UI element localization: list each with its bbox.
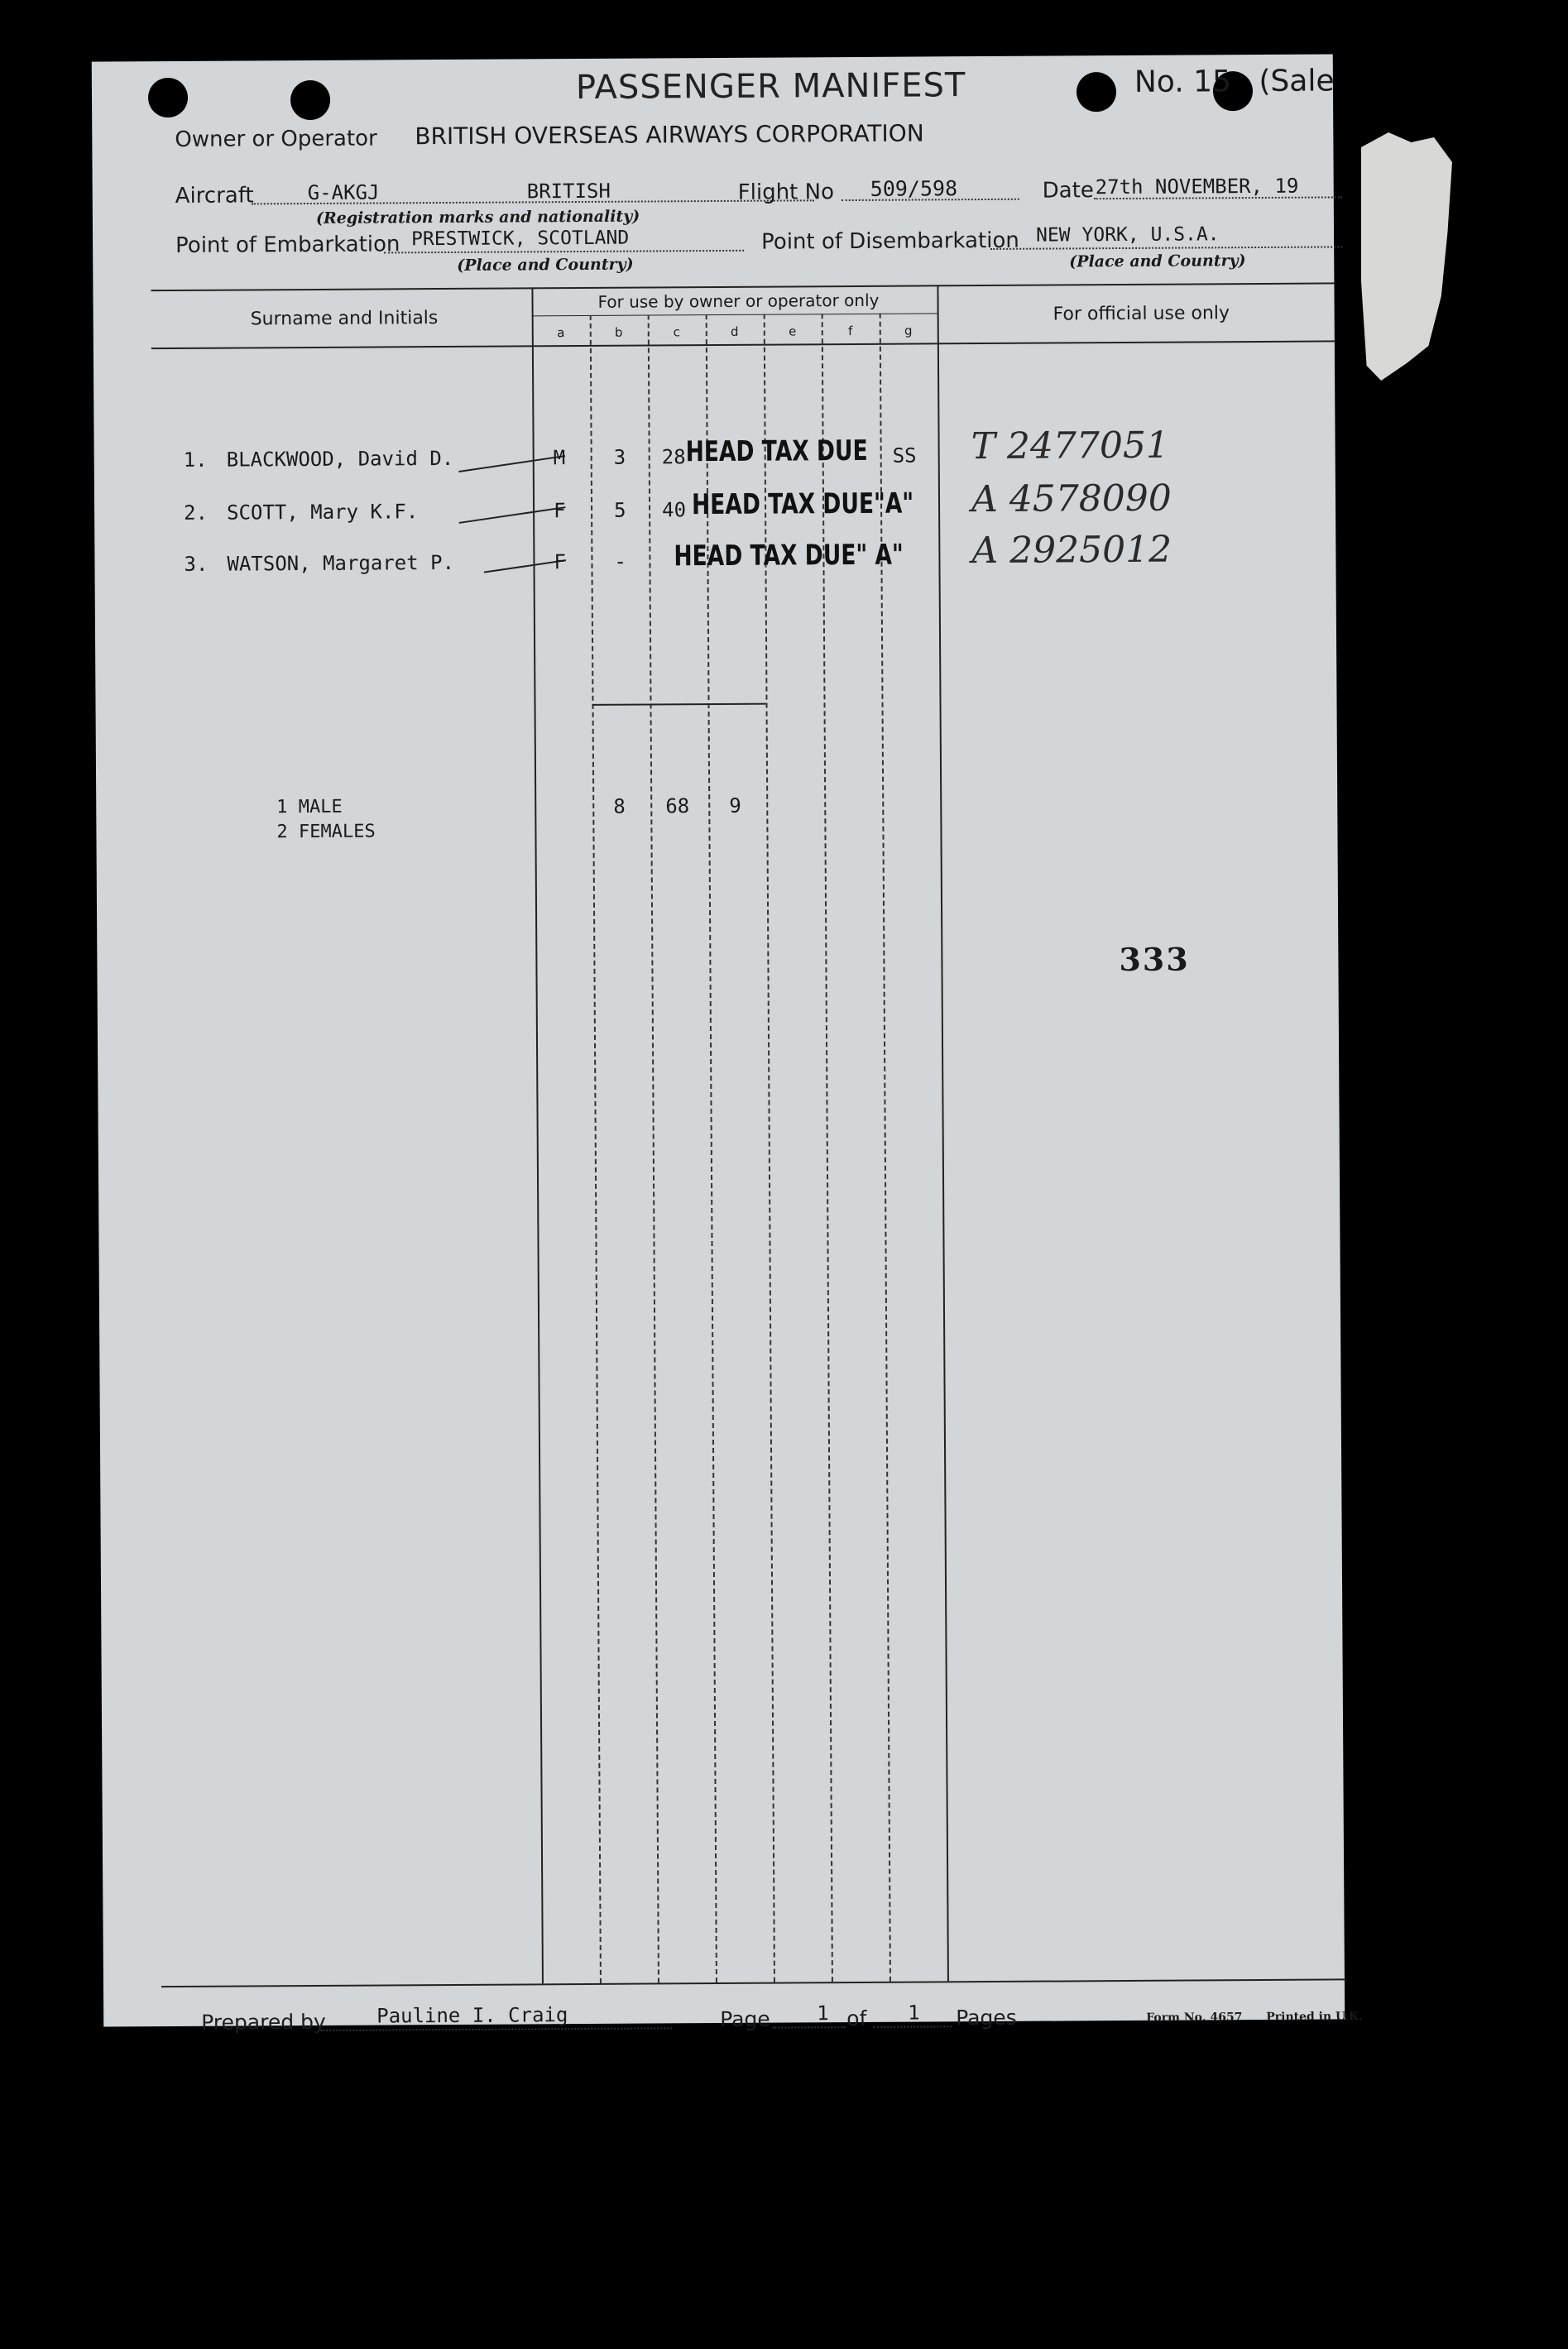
pages-total: 1 [908,2001,920,2025]
passenger-name: WATSON, Margaret P. [227,550,455,576]
column-header-b: b [614,324,623,340]
owner-use-header: For use by owner or operator only [597,290,880,312]
disembarkation-dotline [990,246,1342,250]
torn-paper-fragment [1361,132,1452,381]
sex-value: M [553,446,566,470]
manifest-sheet [92,54,1363,2035]
official-number: T 2477051 [971,424,1170,468]
owner-value: BRITISH OVERSEAS AIRWAYS CORPORATION [415,119,924,151]
page-label: Page [720,2006,770,2032]
total-females: 2 FEMALES [276,821,376,843]
manifest-number-label: No. 15 [1134,65,1232,99]
row-number: 1. [183,448,208,472]
column-header-f: f [848,323,853,339]
printed-in: Printed in U.K. [1266,2010,1363,2024]
column-c-value: 28 [661,445,686,469]
disembarkation-value: NEW YORK, U.S.A. [1035,223,1220,247]
manifest-number [1134,64,1335,98]
embarkation-value: PRESTWICK, SCOTLAND [410,227,630,251]
sex-value: F [553,499,566,523]
column-header-g: g [904,323,913,338]
sex-value: F [554,550,567,574]
row-number: 2. [184,501,209,525]
column-header-a: a [557,325,565,341]
aircraft-nationality: BRITISH [526,179,611,204]
official-column-divider [937,285,949,1981]
column-g-value: SS [892,443,917,467]
flight-no: 509/598 [870,176,958,201]
form-number: Form No. 4657 [1146,2011,1243,2025]
official-use-header: For official use only [1053,303,1230,325]
name-column-divider [531,287,544,1983]
official-number: A 4578090 [971,477,1172,521]
name-leader-stroke [458,455,565,472]
column-b-value: - [614,549,627,573]
disembarkation-note: (Place and Country) [1069,252,1246,271]
column-header-c: c [673,324,680,340]
table-header-rule [151,340,1335,349]
owner-subheader-rule [532,313,937,316]
punch-hole-right [1077,72,1116,112]
punch-hole-center [290,80,330,120]
registration-note: (Registration marks and nationality) [315,207,640,228]
page-title: PASSENGER MANIFEST [575,66,966,108]
col-divider-ab [590,315,602,1983]
column-b-value: 3 [613,445,626,469]
official-number: A 2925012 [971,528,1172,573]
total-column-b: 8 [613,794,626,818]
footer-rule [161,1978,1345,1987]
passenger-name: BLACKWOOD, David D. [226,446,454,472]
official-stamp-number: 333 [1119,940,1190,979]
column-header-d: d [730,324,739,339]
flight-no-label: Flight No [737,180,835,205]
manifest-number-suffix: (Sale [1259,64,1335,98]
name-leader-stroke [459,506,566,524]
owner-label: Owner or Operator [175,126,377,152]
head-tax-stamp: HEAD TAX DUE [685,434,868,469]
subtotal-rule [592,703,766,706]
date-value: 27th NOVEMBER, 19 [1095,174,1299,199]
total-column-c: 68 [665,794,690,818]
disembarkation-label: Point of Disembarkation [761,228,1019,255]
row-number: 3. [184,552,209,576]
of-label: of [846,2006,867,2031]
name-column-header: Surname and Initials [250,308,439,330]
total-column-d: 9 [729,793,741,817]
column-c-value: 40 [661,498,687,522]
embarkation-dotline [384,250,744,254]
page-number: 1 [817,2001,829,2025]
head-tax-stamp: HEAD TAX DUE"A" [691,487,914,522]
head-tax-stamp: HEAD TAX DUE" A" [674,538,904,573]
column-b-value: 5 [613,498,626,522]
passenger-name: SCOTT, Mary K.F. [227,500,419,525]
embarkation-note: (Place and Country) [457,255,634,275]
pages-total-dotline [873,2025,952,2028]
aircraft-registration: G-AKGJ [307,180,380,205]
punch-hole-left [148,78,188,117]
embarkation-label: Point of Embarkation [175,232,400,258]
prepared-by-dotline [320,2027,672,2031]
table-top-rule [151,282,1334,291]
page-dotline [772,2026,845,2029]
col-divider-bc [648,314,659,1982]
total-males: 1 MALE [276,796,343,818]
prepared-by-name: Pauline I. Craig [376,2003,568,2028]
prepared-by-label: Prepared by [201,2009,326,2035]
pages-label: Pages [956,2005,1017,2030]
column-header-e: e [789,324,797,339]
date-label: Date [1042,178,1094,204]
aircraft-label: Aircraft [175,183,254,209]
